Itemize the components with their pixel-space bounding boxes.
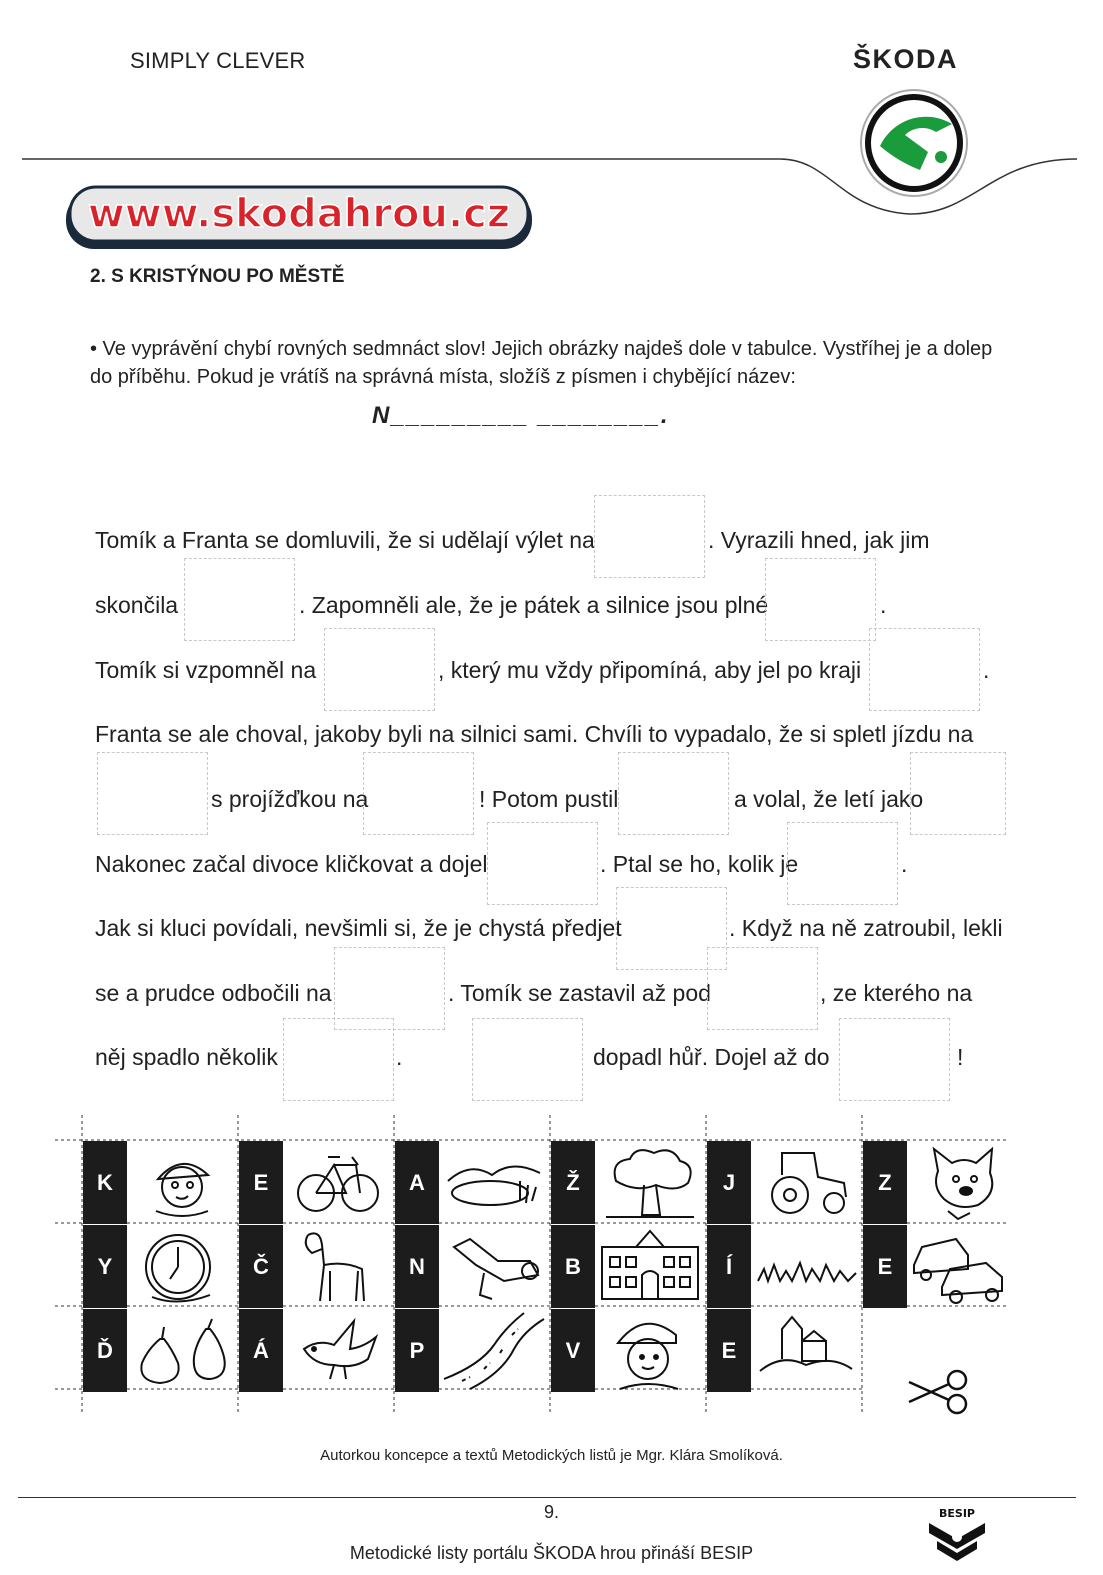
cars-icon[interactable] bbox=[908, 1225, 1016, 1308]
story-text: Franta se ale choval, jakoby byli na silnici sami. Chvíli to vypadalo, že si spletl jízdu na bbox=[95, 721, 974, 747]
answer-gap[interactable] bbox=[363, 752, 474, 835]
answer-gap[interactable] bbox=[618, 752, 729, 835]
grass-icon[interactable] bbox=[752, 1225, 860, 1308]
story-text: Jak si kluci povídali, nevšimli si, že je chystá předjet bbox=[95, 915, 622, 941]
story-text: . bbox=[901, 851, 908, 877]
story-text: Tomík si vzpomněl na bbox=[95, 657, 317, 683]
answer-gap[interactable] bbox=[707, 947, 818, 1030]
answer-gap[interactable] bbox=[97, 752, 208, 835]
card-letter: B bbox=[551, 1225, 595, 1308]
story-text: se a prudce odbočili na bbox=[95, 980, 332, 1006]
story-text: . Tomík se zastavil až pod bbox=[448, 980, 711, 1006]
story-text: ! bbox=[957, 1044, 964, 1070]
scissors-icon bbox=[905, 1366, 971, 1416]
bird-icon[interactable] bbox=[284, 1309, 392, 1392]
card-letter: J bbox=[707, 1141, 751, 1224]
card-letter: P bbox=[395, 1309, 439, 1392]
story-text: Tomík a Franta se domluvili, že si udělají výlet na bbox=[95, 527, 595, 553]
helmet-child-icon[interactable] bbox=[596, 1309, 704, 1392]
tree-icon[interactable] bbox=[596, 1141, 704, 1224]
card-letter: Ď bbox=[83, 1309, 127, 1392]
svg-text:BESIP: BESIP bbox=[939, 1507, 975, 1520]
alarm-clock-icon[interactable] bbox=[128, 1225, 236, 1308]
answer-gap[interactable] bbox=[487, 822, 598, 905]
card-letter: Y bbox=[83, 1225, 127, 1308]
story-text: . bbox=[396, 1044, 403, 1070]
card-letter: Z bbox=[863, 1141, 907, 1224]
footer-divider bbox=[18, 1497, 1076, 1498]
village-icon[interactable] bbox=[752, 1309, 860, 1392]
card-letter: K bbox=[83, 1141, 127, 1224]
handlebar-icon[interactable] bbox=[440, 1225, 548, 1308]
story-text: ! Potom pustil bbox=[479, 786, 619, 812]
card-letter: A bbox=[395, 1141, 439, 1224]
footer-text: Metodické listy portálu ŠKODA hrou přináší BESIP bbox=[349, 1543, 754, 1563]
card-letter: N bbox=[395, 1225, 439, 1308]
answer-gap[interactable] bbox=[324, 628, 435, 711]
story-text: skončila bbox=[95, 592, 179, 618]
answer-gap[interactable] bbox=[765, 558, 876, 641]
card-letter: Č bbox=[239, 1225, 283, 1308]
dog-icon[interactable] bbox=[908, 1141, 1016, 1224]
card-letter: E bbox=[863, 1225, 907, 1308]
story-text: . bbox=[983, 657, 990, 683]
slogan: SIMPLY CLEVER bbox=[130, 48, 306, 73]
road-icon[interactable] bbox=[440, 1309, 548, 1392]
story-text: něj spadlo několik bbox=[95, 1044, 278, 1070]
story-text: , který mu vždy připomíná, aby jel po kraji bbox=[438, 657, 862, 683]
card-letter: Á bbox=[239, 1309, 283, 1392]
story-text: . Ptal se ho, kolik je bbox=[600, 851, 799, 877]
school-building-icon[interactable] bbox=[596, 1225, 704, 1308]
story-text: a volal, že letí jako bbox=[734, 786, 924, 812]
story-text: . Když na ně zatroubil, lekli bbox=[729, 915, 1003, 941]
cyclist-helmet-boy-icon[interactable] bbox=[128, 1141, 236, 1224]
author-note: Autorkou koncepce a textů Metodických listů je Mgr. Klára Smolíková. bbox=[320, 1447, 783, 1464]
answer-gap[interactable] bbox=[283, 1018, 394, 1101]
story-text: , ze kterého na bbox=[820, 980, 973, 1006]
story-text: Nakonec začal divoce kličkovat a dojel bbox=[95, 851, 488, 877]
answer-gap[interactable] bbox=[594, 495, 705, 578]
story-text: . bbox=[880, 592, 887, 618]
story-text: . Vyrazili hned, jak jim bbox=[708, 527, 930, 553]
pond-landscape-icon[interactable] bbox=[440, 1141, 548, 1224]
answer-gap[interactable] bbox=[472, 1018, 583, 1101]
pears-icon[interactable] bbox=[128, 1309, 236, 1392]
answer-gap[interactable] bbox=[910, 752, 1006, 835]
story-text: . Zapomněli ale, že je pátek a silnice jsou plné bbox=[299, 592, 769, 618]
answer-gap[interactable] bbox=[184, 558, 295, 641]
brand-name: ŠKODA bbox=[853, 44, 959, 74]
answer-gap[interactable] bbox=[869, 628, 980, 711]
instruction-text: • Ve vyprávění chybí rovných sedmnáct slov! Jejich obrázky najdeš dole v tabulce. Vystříhej je a dolep do příběhu. Pokud je vrátíš na správná místa, složíš z písmen i chybějící název: bbox=[90, 338, 993, 388]
horse-icon[interactable] bbox=[284, 1225, 392, 1308]
answer-gap[interactable] bbox=[839, 1018, 950, 1101]
card-letter: Í bbox=[707, 1225, 751, 1308]
answer-template: N_________ ________. bbox=[372, 402, 670, 429]
card-letter: V bbox=[551, 1309, 595, 1392]
page-number: 9. bbox=[543, 1502, 559, 1522]
tractor-icon[interactable] bbox=[752, 1141, 860, 1224]
section-title: 2. S KRISTÝNOU PO MĚSTĚ bbox=[90, 266, 345, 287]
story-text: dopadl hůř. Dojel až do bbox=[593, 1044, 830, 1070]
card-letter: E bbox=[239, 1141, 283, 1224]
answer-gap[interactable] bbox=[787, 822, 898, 905]
story-text: s projížďkou na bbox=[211, 786, 369, 812]
website-banner bbox=[64, 183, 534, 253]
card-letter: Ž bbox=[551, 1141, 595, 1224]
website-text: www.skodahrou.cz bbox=[87, 191, 511, 237]
bicycle-icon[interactable] bbox=[284, 1141, 392, 1224]
skoda-logo-icon bbox=[861, 90, 967, 196]
card-letter: E bbox=[707, 1309, 751, 1392]
besip-logo bbox=[925, 1505, 990, 1565]
